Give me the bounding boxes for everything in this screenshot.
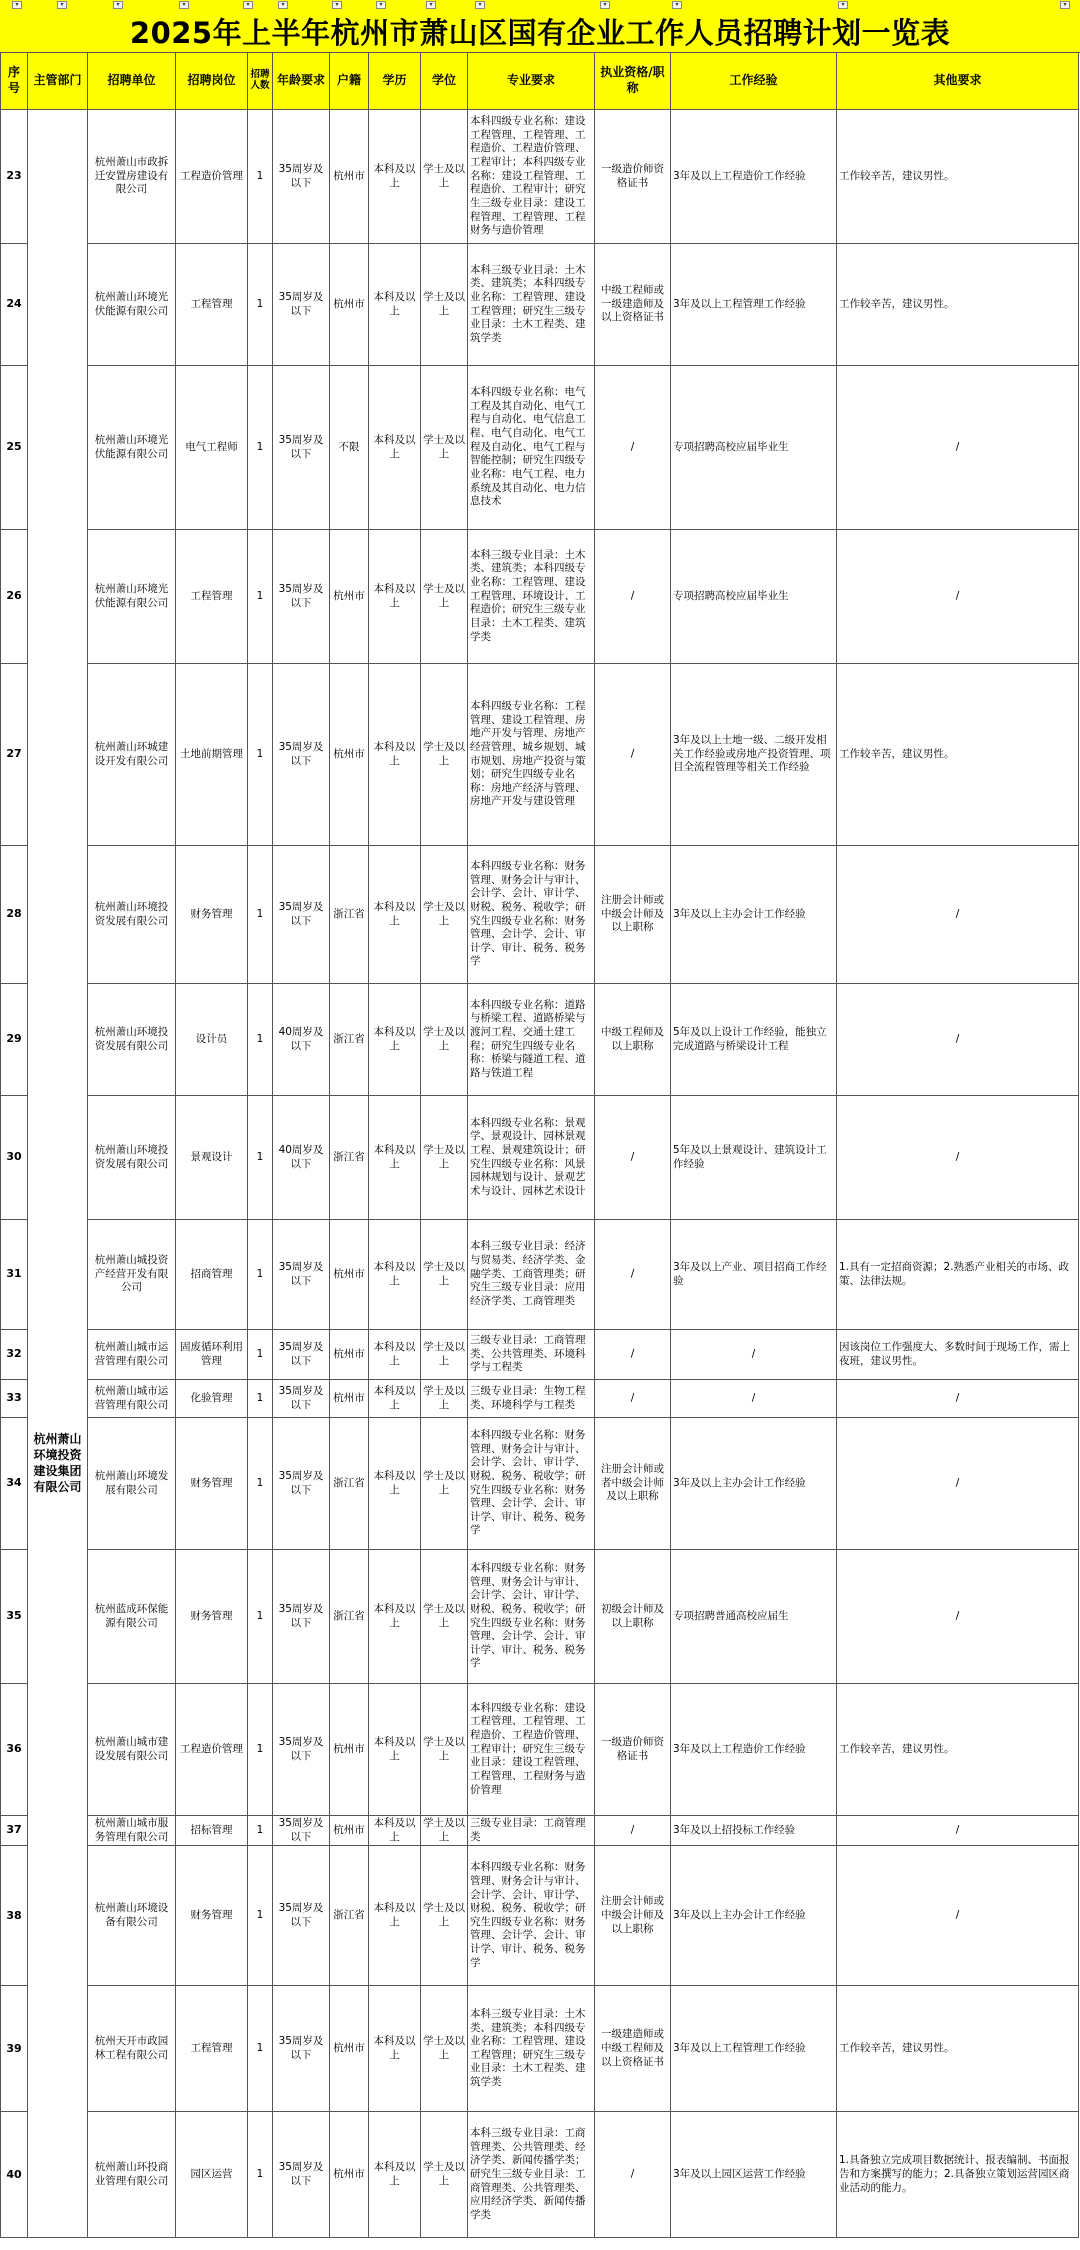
- recruiting-unit-cell: 杭州萧山环投商业管理有限公司: [88, 2112, 176, 2238]
- recruiting-unit-cell: 杭州萧山环境光伏能源有限公司: [88, 366, 176, 530]
- education-cell: 本科及以上: [369, 1380, 421, 1418]
- row-number-cell: 35: [1, 1550, 28, 1684]
- row-number-cell: 26: [1, 530, 28, 664]
- position-cell: 财务管理: [176, 1418, 248, 1550]
- work-experience-cell: 5年及以上景观设计、建筑设计工作经验: [671, 1096, 837, 1220]
- table-row: [1, 984, 1079, 1096]
- other-requirements-cell: 1.具备独立完成项目数据统计、报表编制、书面报告和方案撰写的能力；2.具备独立策划运营园区商业活动的能力。: [837, 2112, 1079, 2238]
- filter-dropdown-icon[interactable]: ▾: [672, 1, 682, 9]
- work-experience-cell: 3年及以上工程造价工作经验: [671, 1684, 837, 1816]
- recruiting-unit-cell: 杭州蓝成环保能源有限公司: [88, 1550, 176, 1684]
- major-requirement-cell: 本科四级专业名称：财务管理、财务会计与审计、会计学、会计、审计学、财税、税务、税收学；研究生四级专业名称：财务管理、会计学、会计、审计学、审计、税务、税务学: [468, 1550, 595, 1684]
- work-experience-cell: /: [671, 1330, 837, 1380]
- work-experience-cell: 3年及以上土地一级、二级开发相关工作经验或房地产投资管理、项目全流程管理等相关工作经验: [671, 664, 837, 846]
- other-requirements-cell: 工作较辛苦，建议男性。: [837, 664, 1079, 846]
- headcount-cell: 1: [248, 1684, 273, 1816]
- certification-cell: 中级工程师或一级建造师及以上资格证书: [595, 244, 671, 366]
- work-experience-cell: 专项招聘高校应届毕业生: [671, 530, 837, 664]
- filter-dropdown-icon[interactable]: ▾: [12, 1, 22, 9]
- other-requirements-cell: /: [837, 846, 1079, 984]
- household-registration-cell: 杭州市: [330, 664, 369, 846]
- certification-cell: /: [595, 1380, 671, 1418]
- recruiting-unit-cell: 杭州萧山城市运营管理有限公司: [88, 1330, 176, 1380]
- degree-cell: 学士及以上: [421, 1380, 468, 1418]
- recruiting-unit-cell: 杭州萧山城市运营管理有限公司: [88, 1380, 176, 1418]
- education-cell: 本科及以上: [369, 1330, 421, 1380]
- header-major: 专业要求: [468, 53, 595, 110]
- degree-cell: 学士及以上: [421, 1418, 468, 1550]
- degree-cell: 学士及以上: [421, 1846, 468, 1986]
- header-age: 年龄要求: [273, 53, 330, 110]
- certification-cell: 初级会计师及以上职称: [595, 1550, 671, 1684]
- age-requirement-cell: 40周岁及以下: [273, 984, 330, 1096]
- position-cell: 土地前期管理: [176, 664, 248, 846]
- major-requirement-cell: 本科四级专业名称：道路与桥梁工程、道路桥梁与渡河工程、交通土建工程；研究生四级专业名称：桥梁与隧道工程、道路与铁道工程: [468, 984, 595, 1096]
- row-number-cell: 24: [1, 244, 28, 366]
- row-number-cell: 38: [1, 1846, 28, 1986]
- degree-cell: 学士及以上: [421, 1816, 468, 1846]
- headcount-cell: 1: [248, 366, 273, 530]
- household-registration-cell: 杭州市: [330, 110, 369, 244]
- recruiting-unit-cell: 杭州萧山城市建设发展有限公司: [88, 1684, 176, 1816]
- major-requirement-cell: 本科四级专业名称：工程管理、建设工程管理、房地产开发与管理、房地产经营管理、城乡规划、城市规划、房地产投资与策划；研究生四级专业名称：房地产经济与管理、房地产开发与建设管理: [468, 664, 595, 846]
- row-number-cell: 39: [1, 1986, 28, 2112]
- household-registration-cell: 杭州市: [330, 1684, 369, 1816]
- header-post: 招聘岗位: [176, 53, 248, 110]
- education-cell: 本科及以上: [369, 664, 421, 846]
- header-unit: 招聘单位: [88, 53, 176, 110]
- table-row: [1, 1816, 1079, 1846]
- position-cell: 景观设计: [176, 1096, 248, 1220]
- other-requirements-cell: /: [837, 984, 1079, 1096]
- table-row: [1, 244, 1079, 366]
- headcount-cell: 1: [248, 110, 273, 244]
- row-number-cell: 23: [1, 110, 28, 244]
- work-experience-cell: 专项招聘普通高校应届生: [671, 1550, 837, 1684]
- filter-row: [0, 0, 1080, 10]
- header-cert: 执业资格/职称: [595, 53, 671, 110]
- education-cell: 本科及以上: [369, 984, 421, 1096]
- household-registration-cell: 杭州市: [330, 1816, 369, 1846]
- work-experience-cell: 3年及以上招投标工作经验: [671, 1816, 837, 1846]
- household-registration-cell: 浙江省: [330, 1418, 369, 1550]
- filter-dropdown-icon[interactable]: ▾: [113, 1, 123, 9]
- headcount-cell: 1: [248, 846, 273, 984]
- recruiting-unit-cell: 杭州萧山环城建设开发有限公司: [88, 664, 176, 846]
- header-count: 招聘人数: [248, 53, 273, 110]
- table-row: [1, 1684, 1079, 1816]
- filter-dropdown-icon[interactable]: ▾: [838, 1, 848, 9]
- degree-cell: 学士及以上: [421, 530, 468, 664]
- headcount-cell: 1: [248, 1816, 273, 1846]
- major-requirement-cell: 本科三级专业目录：土木类、建筑类；本科四级专业名称：工程管理、建设工程管理；研究生三级专业目录：土木工程类、建筑学类: [468, 244, 595, 366]
- age-requirement-cell: 35周岁及以下: [273, 110, 330, 244]
- headcount-cell: 1: [248, 2112, 273, 2238]
- headcount-cell: 1: [248, 1418, 273, 1550]
- filter-dropdown-icon[interactable]: ▾: [376, 1, 386, 9]
- recruiting-unit-cell: 杭州萧山城投资产经营开发有限公司: [88, 1220, 176, 1330]
- work-experience-cell: 3年及以上工程管理工作经验: [671, 244, 837, 366]
- row-number-cell: 33: [1, 1380, 28, 1418]
- household-registration-cell: 杭州市: [330, 1380, 369, 1418]
- age-requirement-cell: 35周岁及以下: [273, 664, 330, 846]
- table-row: [1, 1096, 1079, 1220]
- position-cell: 工程管理: [176, 244, 248, 366]
- recruiting-unit-cell: 杭州天开市政园林工程有限公司: [88, 1986, 176, 2112]
- education-cell: 本科及以上: [369, 110, 421, 244]
- header-huji: 户籍: [330, 53, 369, 110]
- certification-cell: /: [595, 2112, 671, 2238]
- education-cell: 本科及以上: [369, 1986, 421, 2112]
- filter-dropdown-icon[interactable]: ▾: [332, 1, 342, 9]
- headcount-cell: 1: [248, 244, 273, 366]
- table-row: [1, 846, 1079, 984]
- position-cell: 财务管理: [176, 1846, 248, 1986]
- work-experience-cell: /: [671, 1380, 837, 1418]
- household-registration-cell: 浙江省: [330, 1550, 369, 1684]
- position-cell: 固废循环利用管理: [176, 1330, 248, 1380]
- row-number-cell: 30: [1, 1096, 28, 1220]
- work-experience-cell: 3年及以上工程造价工作经验: [671, 110, 837, 244]
- header-degree: 学位: [421, 53, 468, 110]
- major-requirement-cell: 三级专业目录：生物工程类、环境科学与工程类: [468, 1380, 595, 1418]
- education-cell: 本科及以上: [369, 1816, 421, 1846]
- filter-dropdown-icon[interactable]: ▾: [600, 1, 610, 9]
- header-exp: 工作经验: [671, 53, 837, 110]
- major-requirement-cell: 本科四级专业名称：财务管理、财务会计与审计、会计学、会计、审计学、财税、税务、税收学；研究生四级专业名称：财务管理、会计学、会计、审计学、审计、税务、税务学: [468, 1418, 595, 1550]
- filter-dropdown-icon[interactable]: ▾: [426, 1, 436, 9]
- major-requirement-cell: 本科四级专业名称：景观学、景观设计、园林景观工程、景观建筑设计；研究生四级专业名称：风景园林规划与设计、景观艺术与设计、园林艺术设计: [468, 1096, 595, 1220]
- other-requirements-cell: /: [837, 1418, 1079, 1550]
- education-cell: 本科及以上: [369, 1684, 421, 1816]
- table-row: [1, 664, 1079, 846]
- age-requirement-cell: 35周岁及以下: [273, 2112, 330, 2238]
- row-number-cell: 28: [1, 846, 28, 984]
- other-requirements-cell: /: [837, 1816, 1079, 1846]
- filter-dropdown-icon[interactable]: ▾: [475, 1, 485, 9]
- age-requirement-cell: 35周岁及以下: [273, 1220, 330, 1330]
- filter-dropdown-icon[interactable]: ▾: [1060, 1, 1070, 9]
- certification-cell: /: [595, 1096, 671, 1220]
- recruiting-unit-cell: 杭州萧山环境投资发展有限公司: [88, 846, 176, 984]
- age-requirement-cell: 35周岁及以下: [273, 244, 330, 366]
- header-dept: 主管部门: [28, 53, 88, 110]
- education-cell: 本科及以上: [369, 366, 421, 530]
- age-requirement-cell: 35周岁及以下: [273, 1684, 330, 1816]
- certification-cell: /: [595, 530, 671, 664]
- other-requirements-cell: 工作较辛苦，建议男性。: [837, 1684, 1079, 1816]
- other-requirements-cell: 工作较辛苦，建议男性。: [837, 1986, 1079, 2112]
- header-other: 其他要求: [837, 53, 1079, 110]
- recruiting-unit-cell: 杭州萧山环境投资发展有限公司: [88, 984, 176, 1096]
- table-row: [1, 530, 1079, 664]
- work-experience-cell: 3年及以上园区运营工作经验: [671, 2112, 837, 2238]
- degree-cell: 学士及以上: [421, 1550, 468, 1684]
- household-registration-cell: 浙江省: [330, 1846, 369, 1986]
- major-requirement-cell: 本科四级专业名称：财务管理、财务会计与审计、会计学、会计、审计学、财税、税务、税收学；研究生四级专业名称：财务管理、会计学、会计、审计学、审计、税务、税务学: [468, 846, 595, 984]
- header-row: [1, 53, 1079, 110]
- table-row: [1, 1380, 1079, 1418]
- major-requirement-cell: 本科四级专业名称：建设工程管理、工程管理、工程造价、工程造价管理、工程审计；本科四级专业名称：建设工程管理、工程造价、工程审计；研究生三级专业目录：建设工程管理、工程管理、工程财务与造价管理: [468, 110, 595, 244]
- table-row: [1, 2112, 1079, 2238]
- major-requirement-cell: 三级专业目录：工商管理类、公共管理类、环境科学与工程类: [468, 1330, 595, 1380]
- recruiting-unit-cell: 杭州萧山市政拆迁安置房建设有限公司: [88, 110, 176, 244]
- age-requirement-cell: 35周岁及以下: [273, 1418, 330, 1550]
- table-row: [1, 366, 1079, 530]
- headcount-cell: 1: [248, 1550, 273, 1684]
- position-cell: 工程管理: [176, 530, 248, 664]
- work-experience-cell: 3年及以上主办会计工作经验: [671, 1418, 837, 1550]
- row-number-cell: 34: [1, 1418, 28, 1550]
- age-requirement-cell: 35周岁及以下: [273, 1816, 330, 1846]
- work-experience-cell: 3年及以上主办会计工作经验: [671, 846, 837, 984]
- major-requirement-cell: 三级专业目录：工商管理类: [468, 1816, 595, 1846]
- major-requirement-cell: 本科四级专业名称：电气工程及其自动化、电气工程与自动化、电气信息工程、电气自动化、电气工程及自动化、电气工程与智能控制；研究生四级专业名称：电气工程、电力系统及其自动化、电力信息技术: [468, 366, 595, 530]
- major-requirement-cell: 本科三级专业目录：土木类、建筑类；本科四级专业名称：工程管理、建设工程管理、环境设计、工程造价；研究生三级专业目录：土木工程类、建筑学类: [468, 530, 595, 664]
- degree-cell: 学士及以上: [421, 664, 468, 846]
- household-registration-cell: 杭州市: [330, 530, 369, 664]
- table-row: [1, 1418, 1079, 1550]
- position-cell: 工程造价管理: [176, 1684, 248, 1816]
- headcount-cell: 1: [248, 664, 273, 846]
- work-experience-cell: 5年及以上设计工作经验，能独立完成道路与桥梁设计工程: [671, 984, 837, 1096]
- table-body: [1, 110, 1079, 2238]
- headcount-cell: 1: [248, 1096, 273, 1220]
- position-cell: 工程造价管理: [176, 110, 248, 244]
- age-requirement-cell: 35周岁及以下: [273, 1380, 330, 1418]
- recruitment-table: [0, 52, 1079, 2238]
- education-cell: 本科及以上: [369, 846, 421, 984]
- recruiting-unit-cell: 杭州萧山环境投资发展有限公司: [88, 1096, 176, 1220]
- other-requirements-cell: 工作较辛苦，建议男性。: [837, 110, 1079, 244]
- headcount-cell: 1: [248, 984, 273, 1096]
- row-number-cell: 37: [1, 1816, 28, 1846]
- other-requirements-cell: 1.具有一定招商资源；2.熟悉产业相关的市场、政策、法律法规。: [837, 1220, 1079, 1330]
- row-number-cell: 32: [1, 1330, 28, 1380]
- age-requirement-cell: 35周岁及以下: [273, 530, 330, 664]
- position-cell: 财务管理: [176, 846, 248, 984]
- position-cell: 招商管理: [176, 1220, 248, 1330]
- degree-cell: 学士及以上: [421, 244, 468, 366]
- household-registration-cell: 杭州市: [330, 1986, 369, 2112]
- certification-cell: 中级工程师及以上职称: [595, 984, 671, 1096]
- age-requirement-cell: 35周岁及以下: [273, 1550, 330, 1684]
- age-requirement-cell: 35周岁及以下: [273, 1846, 330, 1986]
- header-edu: 学历: [369, 53, 421, 110]
- other-requirements-cell: /: [837, 1846, 1079, 1986]
- degree-cell: 学士及以上: [421, 846, 468, 984]
- degree-cell: 学士及以上: [421, 1986, 468, 2112]
- table-row: [1, 1986, 1079, 2112]
- certification-cell: 注册会计师或中级会计师及以上职称: [595, 846, 671, 984]
- major-requirement-cell: 本科三级专业目录：经济与贸易类、经济学类、金融学类、工商管理类；研究生三级专业目录：应用经济学类、工商管理类: [468, 1220, 595, 1330]
- headcount-cell: 1: [248, 1330, 273, 1380]
- position-cell: 工程管理: [176, 1986, 248, 2112]
- degree-cell: 学士及以上: [421, 2112, 468, 2238]
- other-requirements-cell: 工作较辛苦，建议男性。: [837, 244, 1079, 366]
- recruiting-unit-cell: 杭州萧山环境发展有限公司: [88, 1418, 176, 1550]
- household-registration-cell: 杭州市: [330, 2112, 369, 2238]
- age-requirement-cell: 40周岁及以下: [273, 1096, 330, 1220]
- position-cell: 设计员: [176, 984, 248, 1096]
- certification-cell: 一级建造师或中级工程师及以上资格证书: [595, 1986, 671, 2112]
- headcount-cell: 1: [248, 1846, 273, 1986]
- position-cell: 招标管理: [176, 1816, 248, 1846]
- degree-cell: 学士及以上: [421, 366, 468, 530]
- position-cell: 化验管理: [176, 1380, 248, 1418]
- table-row: [1, 1550, 1079, 1684]
- certification-cell: /: [595, 1330, 671, 1380]
- certification-cell: 一级造价师资格证书: [595, 110, 671, 244]
- row-number-cell: 25: [1, 366, 28, 530]
- other-requirements-cell: 因该岗位工作强度大、多数时间于现场工作，需上夜班，建议男性。: [837, 1330, 1079, 1380]
- education-cell: 本科及以上: [369, 1550, 421, 1684]
- education-cell: 本科及以上: [369, 530, 421, 664]
- work-experience-cell: 专项招聘高校应届毕业生: [671, 366, 837, 530]
- position-cell: 园区运营: [176, 2112, 248, 2238]
- age-requirement-cell: 35周岁及以下: [273, 366, 330, 530]
- other-requirements-cell: /: [837, 1380, 1079, 1418]
- degree-cell: 学士及以上: [421, 984, 468, 1096]
- table-row: [1, 110, 1079, 244]
- household-registration-cell: 浙江省: [330, 984, 369, 1096]
- filter-dropdown-icon[interactable]: ▾: [57, 1, 67, 9]
- certification-cell: /: [595, 1220, 671, 1330]
- certification-cell: 注册会计师或者中级会计师及以上职称: [595, 1418, 671, 1550]
- filter-dropdown-icon[interactable]: ▾: [243, 1, 253, 9]
- work-experience-cell: 3年及以上主办会计工作经验: [671, 1846, 837, 1986]
- education-cell: 本科及以上: [369, 1096, 421, 1220]
- position-cell: 财务管理: [176, 1550, 248, 1684]
- major-requirement-cell: 本科三级专业目录：土木类、建筑类；本科四级专业名称：工程管理、建设工程管理；研究生三级专业目录：土木工程类、建筑学类: [468, 1986, 595, 2112]
- department-cell: 杭州萧山环境投资建设集团有限公司: [28, 110, 88, 2238]
- age-requirement-cell: 35周岁及以下: [273, 1986, 330, 2112]
- other-requirements-cell: /: [837, 530, 1079, 664]
- table-row: [1, 1220, 1079, 1330]
- certification-cell: 注册会计师或中级会计师及以上职称: [595, 1846, 671, 1986]
- row-number-cell: 27: [1, 664, 28, 846]
- other-requirements-cell: /: [837, 1550, 1079, 1684]
- major-requirement-cell: 本科三级专业目录：工商管理类、公共管理类、经济学类、新闻传播学类；研究生三级专业目录：工商管理类、公共管理类、应用经济学类、新闻传播学类: [468, 2112, 595, 2238]
- degree-cell: 学士及以上: [421, 1330, 468, 1380]
- recruiting-unit-cell: 杭州萧山环境光伏能源有限公司: [88, 244, 176, 366]
- household-registration-cell: 浙江省: [330, 1096, 369, 1220]
- household-registration-cell: 浙江省: [330, 846, 369, 984]
- position-cell: 电气工程师: [176, 366, 248, 530]
- recruiting-unit-cell: 杭州萧山环境光伏能源有限公司: [88, 530, 176, 664]
- degree-cell: 学士及以上: [421, 110, 468, 244]
- major-requirement-cell: 本科四级专业名称：建设工程管理、工程管理、工程造价、工程造价管理、工程审计；研究生三级专业目录：建设工程管理、工程管理、工程财务与造价管理: [468, 1684, 595, 1816]
- education-cell: 本科及以上: [369, 1846, 421, 1986]
- headcount-cell: 1: [248, 1220, 273, 1330]
- recruiting-unit-cell: 杭州萧山环境设备有限公司: [88, 1846, 176, 1986]
- certification-cell: 一级造价师资格证书: [595, 1684, 671, 1816]
- row-number-cell: 29: [1, 984, 28, 1096]
- filter-dropdown-icon[interactable]: ▾: [179, 1, 189, 9]
- other-requirements-cell: /: [837, 1096, 1079, 1220]
- household-registration-cell: 不限: [330, 366, 369, 530]
- table-row: [1, 1330, 1079, 1380]
- education-cell: 本科及以上: [369, 1418, 421, 1550]
- age-requirement-cell: 35周岁及以下: [273, 846, 330, 984]
- education-cell: 本科及以上: [369, 244, 421, 366]
- certification-cell: /: [595, 664, 671, 846]
- education-cell: 本科及以上: [369, 1220, 421, 1330]
- household-registration-cell: 杭州市: [330, 1330, 369, 1380]
- age-requirement-cell: 35周岁及以下: [273, 1330, 330, 1380]
- certification-cell: /: [595, 1816, 671, 1846]
- filter-dropdown-icon[interactable]: ▾: [278, 1, 288, 9]
- headcount-cell: 1: [248, 1380, 273, 1418]
- work-experience-cell: 3年及以上产业、项目招商工作经验: [671, 1220, 837, 1330]
- other-requirements-cell: /: [837, 366, 1079, 530]
- education-cell: 本科及以上: [369, 2112, 421, 2238]
- household-registration-cell: 杭州市: [330, 1220, 369, 1330]
- degree-cell: 学士及以上: [421, 1220, 468, 1330]
- row-number-cell: 36: [1, 1684, 28, 1816]
- degree-cell: 学士及以上: [421, 1684, 468, 1816]
- certification-cell: /: [595, 366, 671, 530]
- row-number-cell: 31: [1, 1220, 28, 1330]
- page-title: 2025年上半年杭州市萧山区国有企业工作人员招聘计划一览表: [0, 10, 1080, 53]
- recruiting-unit-cell: 杭州萧山城市服务管理有限公司: [88, 1816, 176, 1846]
- degree-cell: 学士及以上: [421, 1096, 468, 1220]
- work-experience-cell: 3年及以上工程管理工作经验: [671, 1986, 837, 2112]
- headcount-cell: 1: [248, 1986, 273, 2112]
- major-requirement-cell: 本科四级专业名称：财务管理、财务会计与审计、会计学、会计、审计学、财税、税务、税收学；研究生四级专业名称：财务管理、会计学、会计、审计学、审计、税务、税务学: [468, 1846, 595, 1986]
- header-no: 序号: [1, 53, 28, 110]
- row-number-cell: 40: [1, 2112, 28, 2238]
- household-registration-cell: 杭州市: [330, 244, 369, 366]
- table-row: [1, 1846, 1079, 1986]
- headcount-cell: 1: [248, 530, 273, 664]
